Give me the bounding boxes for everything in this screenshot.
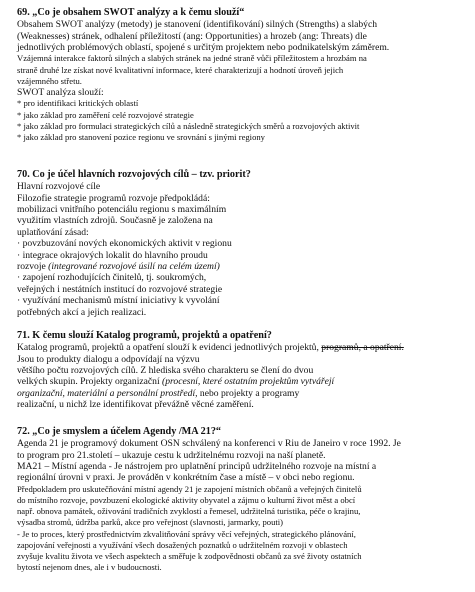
section-72-line: - Je to proces, který prostřednictvím zkvalitňování správy věcí veřejných, strategického plánování, [17, 528, 356, 539]
section-72-line: to program pro 21.století – ukazuje cestu k udržitelnému rozvoji na naší planetě. [17, 449, 326, 461]
section-70-bullet: · povzbuzování nových ekonomických aktivit v regionu [17, 238, 232, 250]
section-69-line: jednotlivých problémových oblastí, spojené s určitým projektem nebo podnikatelským záměrem. [17, 42, 390, 54]
section-69-line: SWOT analýza slouží: [17, 87, 104, 99]
line-plain-text: velkých skupin. Projekty organizační [17, 376, 163, 388]
section-72-line: bytostí nejenom dnes, ale i v budoucnosti. [17, 562, 162, 573]
section-71-line [17, 388, 465, 399]
section-69-bullet: * pro identifikaci kritických oblastí [17, 98, 139, 109]
section-70-mixed-line [17, 261, 465, 272]
section-69-line: vzájemného střetu. [17, 75, 82, 86]
section-70-line: mobilizaci vnitřního potenciálu regionu s maximálním [17, 204, 227, 216]
section-72-line: zapojování veřejnosti a využívání všech dosažených poznatků o udržitelném rozvoji v oblastech [17, 539, 348, 550]
section-71-line: Jsou to produkty dialogu a odpovídají na výzvu [17, 353, 200, 365]
section-69-bullet: * jako základ pro stanovení pozice regionu ve srovnání s jinými regiony [17, 132, 265, 143]
section-70-line: využitím vlastních zdrojů. Současně je založena na [17, 215, 213, 227]
struck-text: programů, a opatření. [321, 342, 404, 354]
section-70-line: Hlavní rozvojové cíle [17, 181, 101, 193]
section-70-line: potřebných akcí a jejich realizaci. [17, 306, 147, 318]
section-71-catalog [17, 330, 465, 411]
section-71-line [17, 376, 465, 387]
section-69-bullet: * jako základ pro formulaci strategických cílů a následně strategických směrů a rozvojových aktivit [17, 120, 360, 131]
line-italic-text: organizační, materiální a personální prostředí, [17, 387, 198, 399]
section-72-line: MA21 – Místní agenda - Je nástrojem pro uplatnění principů udržitelného rozvoje na místní a [17, 461, 377, 473]
section-69-line: Obsahem SWOT analýzy (metody) je stanovení (identifikování) silných (Strengths) a slabých [17, 19, 378, 31]
section-71-line: realizační, u nichž lze identifikovat převážně věcné zaměření. [17, 399, 254, 411]
section-70-priorities [17, 169, 465, 318]
section-72-line: regionální úrovni v praxi. Je prováděn v konkrétním čase a místě – v obci nebo regionu. [17, 472, 355, 484]
section-70-line: Filozofie strategie programů rozvoje předpokládá: [17, 192, 210, 204]
mixed-italic-text: (integrované rozvojové úsilí na celém území) [48, 261, 220, 273]
section-69-line: (Weaknesses) stránek, odhalení příležitostí (ang: Opportunities) a hrozeb (ang: Threats) dle [17, 30, 367, 42]
section-69-line: Vzájemná interakce faktorů silných a slabých stránek na jedné straně vůči příležitostem a hrozbám na [17, 53, 367, 64]
section-72-agenda21 [17, 426, 465, 573]
section-69-line: straně druhé lze získat nové kvalitativní informace, které charakterizují a hodnotí úroveň jejich [17, 64, 344, 75]
section-69-heading: 69. „Co je obsahem SWOT analýzy a k čemu slouží“ [17, 7, 245, 18]
section-71-line [17, 342, 465, 353]
section-72-line: Agenda 21 je programový dokument OSN schválený na konferenci v Riu de Janeiro v roce 1992. Je [17, 438, 401, 450]
section-72-line: zvyšuje kvalitu života ve všech aspektech a směřuje k zodpovědnosti občanů za své životy ostatních [17, 551, 362, 562]
line-italic-text: (procesní, které ostatním projektům vytvářejí [162, 376, 335, 388]
section-69-bullet: * jako základ pro zaměření celé rozvojové strategie [17, 109, 194, 120]
section-72-line: např. obnova památek, oživování tradičních zvyklostí a řemesel, udržitelná turistika, péče o krajinu, [17, 506, 361, 517]
section-71-line: většího počtu rozvojových cílů. Z hlediska svého charakteru se člení do dvou [17, 365, 314, 377]
line-plain-text: Katalog programů, projektů a opatření slouží k evidenci jednotlivých projektů, [17, 342, 322, 354]
section-70-line: uplatňování zásad: [17, 226, 89, 238]
section-72-line: Předpokladem pro uskutečňování místní agendy 21 je zapojení místních občanů a veřejných činitelů [17, 483, 362, 494]
section-70-bullet: · zapojení rozhodujících činitelů, tj. soukromých, [17, 272, 207, 284]
section-72-heading: 72. „Co je smyslem a účelem Agendy /MA 21?“ [17, 426, 222, 437]
section-72-line: do místního rozvoje, povzbuzení ekologické aktivity obyvatel a zájmu o kulturní život měst a obcí [17, 495, 356, 506]
section-69-swot [17, 7, 465, 143]
mixed-plain-text: rozvoje [17, 261, 49, 273]
section-71-heading: 71. K čemu slouží Katalog programů, projektů a opatření? [17, 330, 272, 341]
section-70-line: veřejných i nestátních institucí do rozvojové strategie [17, 283, 223, 295]
section-70-bullet: · integrace okrajových lokalit do hlavního proudu [17, 249, 208, 261]
line-plain-text: nebo projekty a programy [197, 387, 300, 399]
section-70-bullet: · využívání mechanismů místní iniciativy k vyvolání [17, 295, 220, 307]
section-70-heading: 70. Co je účel hlavních rozvojových cílů – tzv. priorit? [17, 169, 251, 180]
section-72-line: výsadba stromů, údržba parků, akce pro veřejnost (slavnosti, jarmarky, pouti) [17, 517, 284, 528]
